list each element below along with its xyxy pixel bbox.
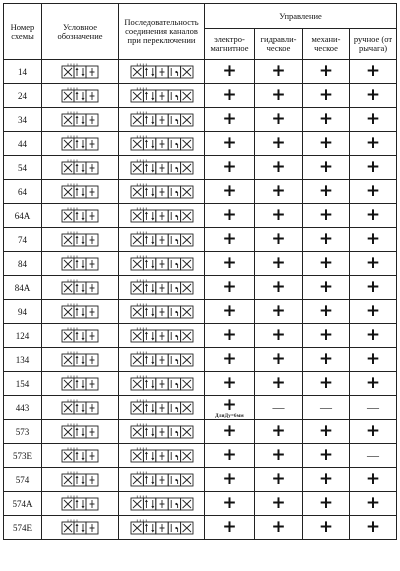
- scheme-number: 84: [4, 252, 42, 276]
- plus-mark: +: [365, 493, 381, 513]
- plus-mark: +: [318, 325, 334, 345]
- control-mechanical-cell: [303, 348, 350, 372]
- plus-mark: +: [318, 517, 334, 537]
- sequence-diagram: [119, 132, 205, 156]
- control-manual-cell: [350, 372, 397, 396]
- scheme-number: 443: [4, 396, 42, 420]
- dash-mark: —: [272, 400, 285, 414]
- scheme-number: 74: [4, 228, 42, 252]
- plus-mark: +: [271, 445, 286, 465]
- scheme-number: 54: [4, 156, 42, 180]
- control-hydraulic-cell: [255, 324, 303, 348]
- plus-mark: +: [271, 253, 286, 273]
- symbol-diagram: [42, 180, 119, 204]
- control-manual-cell: [350, 108, 397, 132]
- symbol-diagram: [42, 276, 119, 300]
- table-row: [4, 228, 397, 252]
- scheme-number: 134: [4, 348, 42, 372]
- scheme-number: 574Е: [4, 516, 42, 540]
- control-manual-cell: [350, 492, 397, 516]
- scheme-number: 573Е: [4, 444, 42, 468]
- control-mechanical-cell: [303, 516, 350, 540]
- table-row: [4, 108, 397, 132]
- symbol-diagram: [42, 228, 119, 252]
- plus-mark: +: [365, 61, 381, 81]
- symbol-diagram: [42, 348, 119, 372]
- control-electromagnetic-cell: [205, 84, 255, 108]
- control-manual-cell: [350, 84, 397, 108]
- plus-mark: +: [318, 469, 334, 489]
- control-electromagnetic-cell: [205, 396, 255, 420]
- control-electromagnetic-cell: [205, 444, 255, 468]
- control-manual-cell: [350, 468, 397, 492]
- symbol-diagram: [42, 324, 119, 348]
- control-hydraulic-cell: [255, 516, 303, 540]
- plus-mark: +: [365, 517, 381, 537]
- table-row: [4, 516, 397, 540]
- symbol-diagram: [42, 492, 119, 516]
- header-manual: ручное (от рычага): [350, 29, 397, 60]
- plus-mark: +: [365, 157, 381, 177]
- control-mechanical-cell: [303, 252, 350, 276]
- control-electromagnetic-cell: [205, 156, 255, 180]
- control-manual-cell: [350, 60, 397, 84]
- plus-mark: +: [222, 373, 237, 393]
- plus-mark: +: [271, 493, 286, 513]
- plus-mark: +: [365, 301, 381, 321]
- control-mechanical-cell: [303, 420, 350, 444]
- control-electromagnetic-cell: [205, 180, 255, 204]
- control-manual-cell: [350, 300, 397, 324]
- scheme-number: 573: [4, 420, 42, 444]
- plus-mark: +: [222, 469, 237, 489]
- control-hydraulic-cell: [255, 420, 303, 444]
- sequence-diagram: [119, 468, 205, 492]
- control-electromagnetic-cell: [205, 348, 255, 372]
- control-hydraulic-cell: [255, 468, 303, 492]
- table-row: [4, 252, 397, 276]
- plus-mark: +: [318, 157, 334, 177]
- symbol-diagram: [42, 300, 119, 324]
- header-electromagnetic: электро-магнитное: [205, 29, 255, 60]
- plus-mark: +: [318, 229, 334, 249]
- sequence-diagram: [119, 180, 205, 204]
- table-row: [4, 396, 397, 420]
- sequence-diagram: [119, 420, 205, 444]
- scheme-number: 84А: [4, 276, 42, 300]
- plus-mark: +: [365, 469, 381, 489]
- plus-mark: +: [271, 133, 286, 153]
- plus-mark: +: [318, 109, 334, 129]
- plus-mark: +: [365, 277, 381, 297]
- header-hydraulic: гидравли-ческое: [255, 29, 303, 60]
- sequence-diagram: [119, 348, 205, 372]
- control-manual-cell: [350, 252, 397, 276]
- control-mechanical-cell: [303, 132, 350, 156]
- control-mechanical-cell: [303, 468, 350, 492]
- plus-mark: +: [365, 325, 381, 345]
- control-manual-cell: [350, 204, 397, 228]
- symbol-diagram: [42, 252, 119, 276]
- control-manual-cell: [350, 276, 397, 300]
- sequence-diagram: [119, 372, 205, 396]
- control-electromagnetic-cell: [205, 516, 255, 540]
- control-manual-cell: [350, 228, 397, 252]
- plus-mark: +: [318, 421, 334, 441]
- control-mechanical-cell: [303, 60, 350, 84]
- control-electromagnetic-cell: [205, 468, 255, 492]
- table-row: [4, 420, 397, 444]
- sequence-diagram: [119, 228, 205, 252]
- scheme-number: 34: [4, 108, 42, 132]
- plus-mark: +: [222, 394, 237, 415]
- plus-mark: +: [222, 85, 237, 105]
- plus-mark: +: [271, 61, 286, 81]
- control-manual-cell: [350, 180, 397, 204]
- plus-mark: +: [222, 421, 237, 441]
- control-manual-cell: [350, 156, 397, 180]
- control-hydraulic-cell: [255, 60, 303, 84]
- sequence-diagram: [119, 492, 205, 516]
- plus-mark: +: [318, 181, 334, 201]
- sequence-diagram: [119, 84, 205, 108]
- control-hydraulic-cell: [255, 108, 303, 132]
- plus-mark: +: [271, 181, 286, 201]
- control-hydraulic-cell: [255, 132, 303, 156]
- control-electromagnetic-cell: [205, 252, 255, 276]
- plus-mark: +: [271, 85, 286, 105]
- plus-mark: +: [271, 205, 286, 225]
- plus-mark: +: [222, 349, 237, 369]
- plus-mark: +: [271, 157, 286, 177]
- control-hydraulic-cell: [255, 156, 303, 180]
- sequence-diagram: [119, 396, 205, 420]
- table-row: [4, 324, 397, 348]
- plus-mark: +: [222, 301, 237, 321]
- control-hydraulic-cell: [255, 396, 303, 420]
- plus-mark: +: [365, 133, 381, 153]
- control-mechanical-cell: [303, 156, 350, 180]
- plus-mark: +: [365, 229, 381, 249]
- control-manual-cell: [350, 420, 397, 444]
- plus-mark: +: [365, 109, 381, 129]
- symbol-diagram: [42, 444, 119, 468]
- plus-mark: +: [318, 445, 334, 465]
- table-row: [4, 156, 397, 180]
- plus-mark: +: [222, 493, 237, 513]
- symbol-diagram: [42, 420, 119, 444]
- plus-mark: +: [222, 277, 237, 297]
- symbol-diagram: [42, 204, 119, 228]
- sequence-diagram: [119, 204, 205, 228]
- control-electromagnetic-cell: [205, 108, 255, 132]
- valve-scheme-table: [3, 3, 397, 540]
- control-manual-cell: [350, 444, 397, 468]
- plus-mark: +: [318, 301, 334, 321]
- symbol-diagram: [42, 156, 119, 180]
- sequence-diagram: [119, 300, 205, 324]
- plus-mark: +: [318, 493, 334, 513]
- plus-mark: +: [365, 373, 381, 393]
- plus-mark: +: [318, 61, 334, 81]
- control-hydraulic-cell: [255, 84, 303, 108]
- control-hydraulic-cell: [255, 300, 303, 324]
- plus-mark: +: [271, 469, 286, 489]
- table-row: [4, 180, 397, 204]
- control-electromagnetic-cell: [205, 492, 255, 516]
- control-electromagnetic-cell: [205, 132, 255, 156]
- sequence-diagram: [119, 108, 205, 132]
- plus-mark: +: [365, 85, 381, 105]
- plus-mark: +: [271, 301, 286, 321]
- plus-mark: +: [318, 253, 334, 273]
- sequence-diagram: [119, 252, 205, 276]
- symbol-diagram: [42, 60, 119, 84]
- plus-mark: +: [271, 277, 286, 297]
- control-hydraulic-cell: [255, 444, 303, 468]
- control-mechanical-cell: [303, 108, 350, 132]
- plus-mark: +: [271, 373, 286, 393]
- plus-mark: +: [318, 277, 334, 297]
- control-mechanical-cell: [303, 300, 350, 324]
- table-row: [4, 468, 397, 492]
- plus-mark: +: [365, 205, 381, 225]
- valve-table-container: [3, 3, 397, 540]
- control-manual-cell: [350, 132, 397, 156]
- plus-mark: +: [222, 517, 237, 537]
- control-hydraulic-cell: [255, 228, 303, 252]
- header-scheme-number: Номер схемы: [4, 4, 42, 60]
- control-electromagnetic-cell: [205, 276, 255, 300]
- table-row: [4, 348, 397, 372]
- plus-mark: +: [318, 205, 334, 225]
- plus-mark: +: [271, 349, 286, 369]
- symbol-diagram: [42, 108, 119, 132]
- table-body: [4, 60, 397, 540]
- scheme-number: 64А: [4, 204, 42, 228]
- plus-mark: +: [222, 181, 237, 201]
- symbol-diagram: [42, 132, 119, 156]
- plus-mark: +: [318, 373, 334, 393]
- plus-mark: +: [365, 181, 381, 201]
- plus-mark: +: [271, 229, 286, 249]
- control-electromagnetic-cell: [205, 60, 255, 84]
- plus-mark: +: [222, 157, 237, 177]
- plus-mark: +: [222, 229, 237, 249]
- table-row: [4, 60, 397, 84]
- plus-mark: +: [271, 517, 286, 537]
- control-mechanical-cell: [303, 372, 350, 396]
- control-electromagnetic-cell: [205, 372, 255, 396]
- plus-mark: +: [318, 85, 334, 105]
- header-mechanical: механи-ческое: [303, 29, 350, 60]
- header-control: Управление: [205, 4, 397, 29]
- control-hydraulic-cell: [255, 252, 303, 276]
- scheme-number: 94: [4, 300, 42, 324]
- sequence-diagram: [119, 324, 205, 348]
- control-mechanical-cell: [303, 84, 350, 108]
- header-symbol: Условное обозначение: [42, 4, 119, 60]
- control-electromagnetic-cell: [205, 324, 255, 348]
- plus-mark: +: [271, 325, 286, 345]
- control-hydraulic-cell: [255, 180, 303, 204]
- table-row: [4, 372, 397, 396]
- control-hydraulic-cell: [255, 492, 303, 516]
- scheme-number: 14: [4, 60, 42, 84]
- sequence-diagram: [119, 444, 205, 468]
- symbol-diagram: [42, 516, 119, 540]
- plus-mark: +: [222, 325, 237, 345]
- scheme-number: 44: [4, 132, 42, 156]
- control-mechanical-cell: [303, 276, 350, 300]
- plus-mark: +: [365, 421, 381, 441]
- table-row: [4, 84, 397, 108]
- scheme-number: 574: [4, 468, 42, 492]
- plus-mark: +: [365, 253, 381, 273]
- scheme-number: 154: [4, 372, 42, 396]
- symbol-diagram: [42, 396, 119, 420]
- control-mechanical-cell: [303, 492, 350, 516]
- plus-mark: +: [222, 61, 237, 81]
- sequence-diagram: [119, 156, 205, 180]
- scheme-number: 124: [4, 324, 42, 348]
- control-electromagnetic-cell: [205, 300, 255, 324]
- plus-mark: +: [318, 133, 334, 153]
- scheme-number: 64: [4, 180, 42, 204]
- control-mechanical-cell: [303, 324, 350, 348]
- control-hydraulic-cell: [255, 372, 303, 396]
- plus-mark: +: [365, 349, 381, 369]
- control-hydraulic-cell: [255, 204, 303, 228]
- table-row: [4, 132, 397, 156]
- scheme-number: 24: [4, 84, 42, 108]
- plus-mark: +: [271, 109, 286, 129]
- plus-mark: +: [222, 445, 237, 465]
- table-row: [4, 492, 397, 516]
- plus-mark: +: [271, 421, 286, 441]
- table-row: [4, 204, 397, 228]
- symbol-diagram: [42, 468, 119, 492]
- sequence-diagram: [119, 516, 205, 540]
- table-row: [4, 276, 397, 300]
- symbol-diagram: [42, 372, 119, 396]
- footnote-text: ДляДу=6мм: [215, 413, 244, 419]
- control-hydraulic-cell: [255, 348, 303, 372]
- dash-mark: —: [320, 400, 332, 414]
- plus-mark: +: [222, 253, 237, 273]
- control-manual-cell: [350, 324, 397, 348]
- dash-mark: —: [367, 448, 379, 462]
- scheme-number: 574А: [4, 492, 42, 516]
- control-hydraulic-cell: [255, 276, 303, 300]
- dash-mark: —: [367, 400, 379, 414]
- table-row: [4, 444, 397, 468]
- control-manual-cell: [350, 516, 397, 540]
- sequence-diagram: [119, 60, 205, 84]
- control-mechanical-cell: [303, 228, 350, 252]
- control-mechanical-cell: [303, 444, 350, 468]
- plus-mark: +: [222, 205, 237, 225]
- sequence-diagram: [119, 276, 205, 300]
- plus-mark: +: [222, 133, 237, 153]
- control-electromagnetic-cell: [205, 228, 255, 252]
- control-mechanical-cell: [303, 396, 350, 420]
- control-mechanical-cell: [303, 180, 350, 204]
- control-mechanical-cell: [303, 204, 350, 228]
- control-manual-cell: [350, 396, 397, 420]
- table-row: [4, 300, 397, 324]
- symbol-diagram: [42, 84, 119, 108]
- header-sequence: Последовательность соединения каналов при переключении: [119, 4, 205, 60]
- control-manual-cell: [350, 348, 397, 372]
- control-electromagnetic-cell: [205, 204, 255, 228]
- plus-mark: +: [222, 109, 237, 129]
- plus-mark: +: [318, 349, 334, 369]
- control-electromagnetic-cell: [205, 420, 255, 444]
